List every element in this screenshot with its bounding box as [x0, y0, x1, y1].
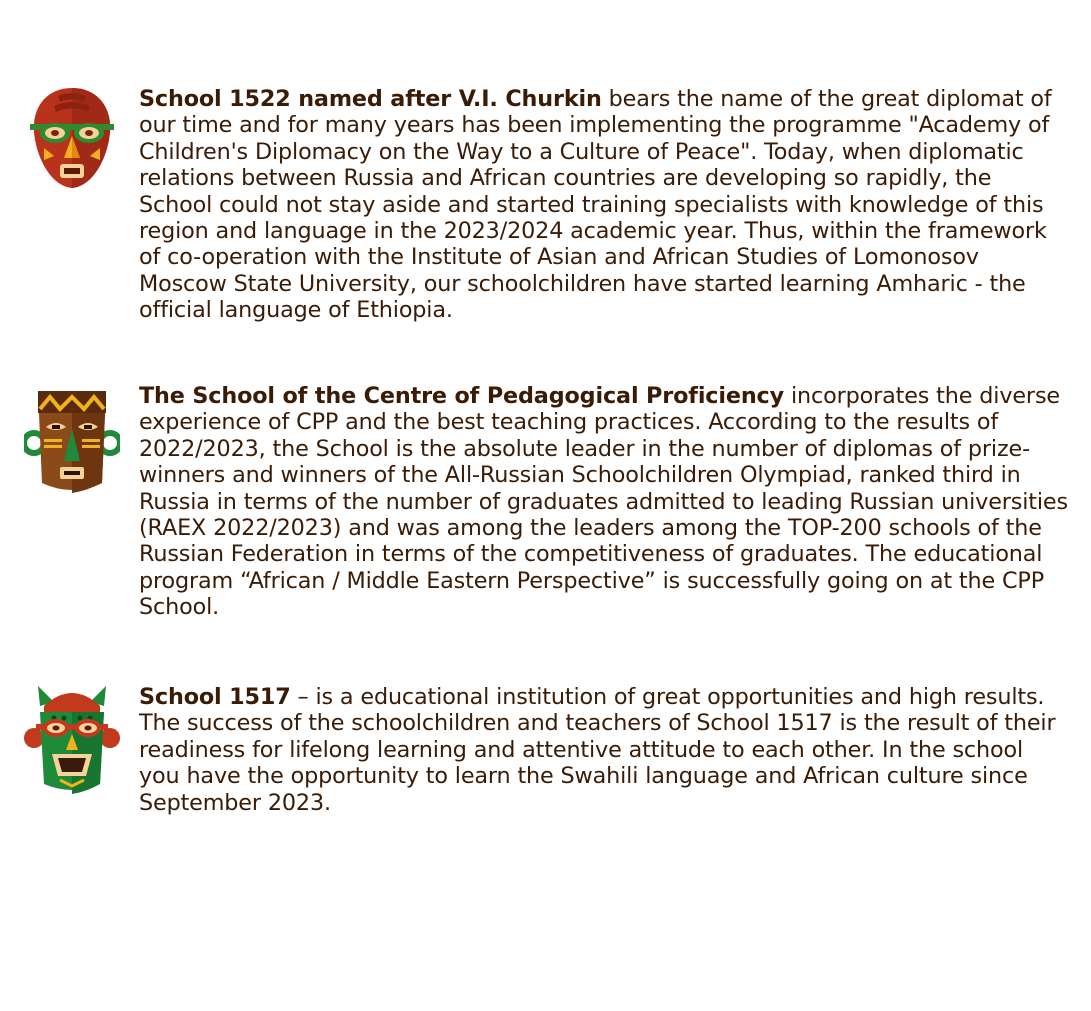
section-body: incorporates the diverse experience of CPP and the best teaching practices. According to the results of 2022/2023, the School is the absolute leader in the number of diplomas of prize-winners and winners of the All-Russian Schoolchildren Olympiad, ranked third in Russia in terms of the number of graduates admitted to leading Russian universities (RAEX 2022/2023) and was among the leaders among the TOP-200 schools of the Russian Federation in terms of the competitiveness of graduates. The educational program “African / Middle Eastern Perspective” is successfully going on at the CPP School.: [139, 383, 1068, 621]
section-text: [139, 86, 1069, 324]
section-text: [139, 684, 1069, 816]
brown-tribal-mask-icon: [24, 383, 120, 497]
section-title: School 1522 named after V.I. Churkin: [139, 86, 602, 112]
section-title: School 1517: [139, 684, 291, 710]
section-body: bears the name of the great diplomat of our time and for many years has been implementing the programme "Academy of Children's Diplomacy on the Way to a Culture of Peace". Today, when diplomatic relations between Russia and African countries are developing so rapidly, the School could not stay aside and started training specialists with knowledge of this region and language in the 2023/2024 academic year. Thus, within the framework of co-operation with the Institute of Asian and African Studies of Lomonosov Moscow State University, our schoolchildren have started learning Amharic - the official language of Ethiopia.: [139, 86, 1052, 324]
red-tribal-mask-icon: [24, 86, 120, 190]
section-title: The School of the Centre of Pedagogical Proficiency: [139, 383, 785, 409]
green-horned-mask-icon: [24, 684, 120, 794]
section-body: – is a educational institution of great opportunities and high results. The success of the schoolchildren and teachers of School 1517 is the result of their readiness for lifelong learning and attentive attitude to each other. In the school you have the opportunity to learn the Swahili language and African culture since September 2023.: [139, 684, 1056, 816]
section-text: [139, 383, 1069, 621]
